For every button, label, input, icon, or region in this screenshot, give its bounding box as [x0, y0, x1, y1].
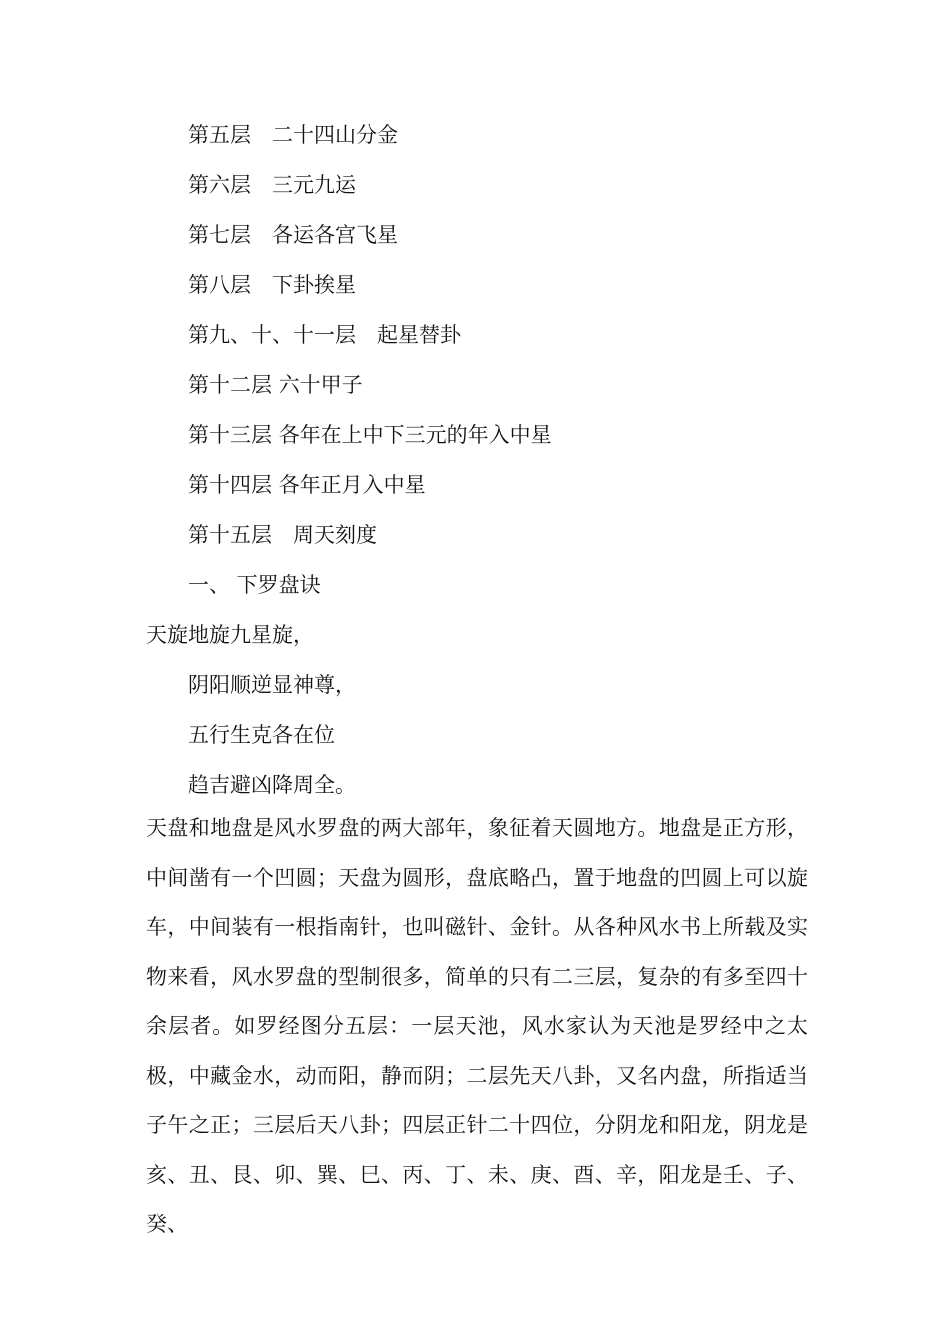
layer-desc: 周天刻度: [293, 523, 377, 547]
layer-gap: [251, 223, 272, 247]
layer-gap: [251, 173, 272, 197]
verse-line-1: 天旋地旋九星旋，: [146, 623, 314, 647]
layer-desc: 下卦挨星: [272, 273, 356, 297]
verse-line-3: 五行生克各在位: [188, 723, 335, 747]
layer-line-7: [188, 220, 398, 250]
layer-desc: 六十甲子: [278, 373, 363, 397]
verse-line-2: 阴阳顺逆显神尊，: [188, 673, 356, 697]
layer-desc: 各年正月入中星: [278, 473, 426, 497]
layer-name: 第六层: [188, 173, 251, 197]
body-paragraph: 天盘和地盘是风水罗盘的两大部年，象征着天圆地方。地盘是正方形，中间凿有一个凹圆；天盘为圆形，盘底略凸，置于地盘的凹圆上可以旋车，中间装有一根指南针，也叫磁针、金针。从各种风水书上所载及实物来看，风水罗盘的型制很多，简单的只有二三层，复杂的有多至四十余层者。如罗经图分五层：一层天池，风水家认为天池是罗经中之太极，中藏金水，动而阳，静而阴；二层先天八卦，又名内盘，所指适当子午之正；三层后天八卦；四层正针二十四位，分阴龙和阳龙，阴龙是亥、丑、艮、卯、巽、巳、丙、丁、未、庚、酉、辛，阳龙是壬、子、癸、: [146, 816, 808, 1236]
layer-gap: [251, 123, 272, 147]
layer-gap: [356, 323, 377, 347]
layer-desc: 各年在上中下三元的年入中星: [278, 423, 552, 447]
layer-name: 第八层: [188, 273, 251, 297]
layer-name: 第九、十、十一层: [188, 323, 356, 347]
layer-line-8: [188, 270, 356, 300]
layer-gap: [272, 473, 279, 497]
layer-name: 第十五层: [188, 523, 272, 547]
layer-name: 第十四层: [188, 473, 272, 497]
layer-name: 第十二层: [188, 373, 272, 397]
layer-line-14: [188, 470, 426, 500]
layer-name: 第七层: [188, 223, 251, 247]
section-heading: 一、 下罗盘诀: [188, 573, 321, 597]
layer-desc: 起星替卦: [377, 323, 461, 347]
layer-line-5: [188, 120, 398, 150]
layer-line-13: [188, 420, 552, 450]
layer-name: 第十三层: [188, 423, 272, 447]
layer-gap: [272, 423, 279, 447]
layer-gap: [272, 373, 279, 397]
layer-desc: 二十四山分金: [272, 123, 398, 147]
layer-desc: 各运各宫飞星: [272, 223, 398, 247]
layer-desc: 三元九运: [272, 173, 356, 197]
layer-name: 第五层: [188, 123, 251, 147]
layer-line-15: [188, 520, 377, 550]
layer-line-6: [188, 170, 356, 200]
verse-line-4: 趋吉避凶降周全。: [188, 773, 356, 797]
layer-line-12: [188, 370, 363, 400]
layer-gap: [272, 523, 293, 547]
layer-line-9-11: [188, 320, 461, 350]
layer-gap: [251, 273, 272, 297]
